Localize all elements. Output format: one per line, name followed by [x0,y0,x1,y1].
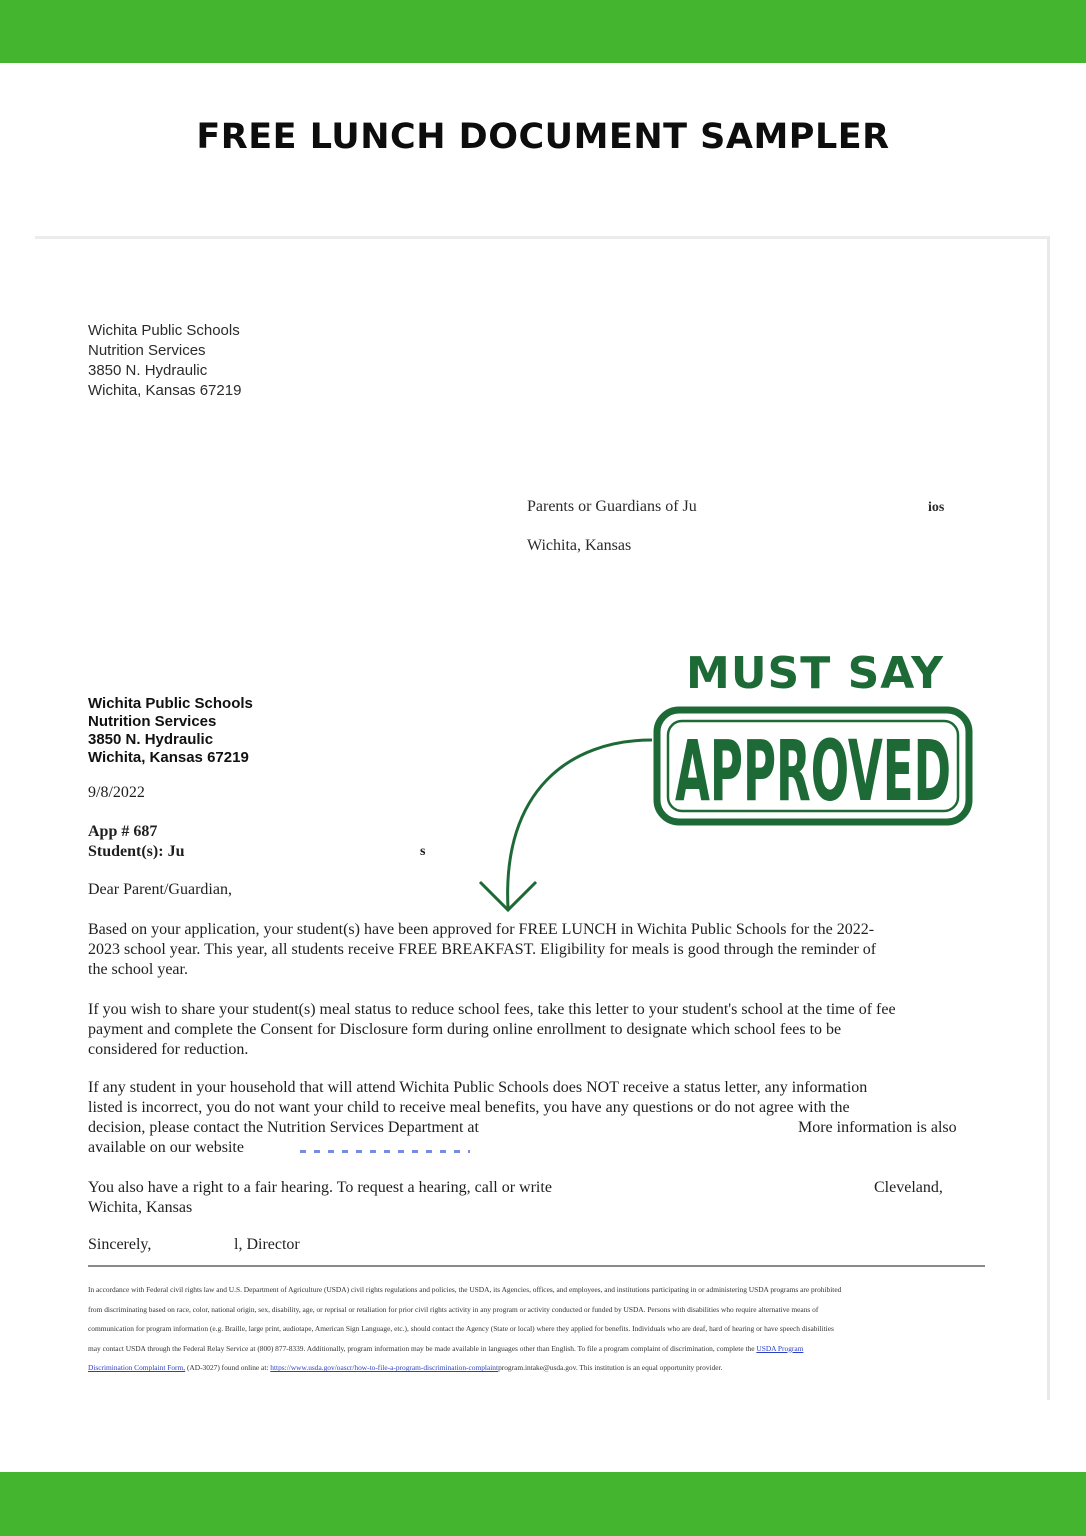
sender-line: Nutrition Services [88,342,206,359]
paragraph-line: Based on your application, your student(s) have been approved for FREE LUNCH in Wichita Public Schools for the 2022- [88,921,875,938]
letter-date: 9/8/2022 [88,784,145,801]
footer-line: In accordance with Federal civil rights law and U.S. Department of Agriculture (USDA) civil rights regulations and policies, the USDA, its Agencies, offices, and employees, and institutions participating in or administering USDA programs are prohibited [88,1285,842,1294]
usda-program-link[interactable]: USDA Program [756,1343,804,1353]
paragraph-line-right: Cleveland, [874,1179,943,1196]
footer-text: (AD-3027) found online at: [185,1363,271,1373]
salutation: Dear Parent/Guardian, [88,881,232,898]
letterhead-line: Nutrition Services [88,713,217,730]
bottom-banner [0,1472,1086,1536]
paragraph-line: If any student in your household that will attend Wichita Public Schools does NOT receive a status letter, any information [88,1079,868,1096]
footer-text: may contact USDA through the Federal Relay Service at (800) 877-8339. Additionally, program information may be made available in languages other than English. To file a program complaint of discrimination, complete the [88,1343,755,1353]
footer-line [88,1339,988,1359]
top-banner [0,0,1086,63]
approved-stamp [652,705,974,827]
paragraph-line: available on our website [88,1139,244,1156]
pointer-arrow [470,730,660,920]
paragraph-line: decision, please contact the Nutrition Services Department at [88,1119,479,1136]
page-title: FREE LUNCH DOCUMENT SAMPLER [196,117,890,157]
signature-title: l, Director [234,1236,300,1253]
letterhead-address [88,695,253,767]
recipient-city: Wichita, Kansas [527,537,632,554]
hearing-paragraph [88,1178,978,1218]
paragraph-line: Wichita, Kansas [88,1199,193,1216]
paragraph-line: listed is incorrect, you do not want your child to receive meal benefits, you have any questions or do not agree with the [88,1099,850,1116]
paragraph-line: You also have a right to a fair hearing. To request a hearing, call or write [88,1179,552,1196]
student-name-tail: s [420,844,426,859]
contact-paragraph [88,1078,978,1158]
usda-complaint-url-link[interactable]: https://www.usda.gov/oascr/how-to-file-a-program-discrimination-complaint [270,1363,499,1373]
nondiscrimination-statement [88,1280,988,1378]
footer-divider [88,1265,985,1267]
paragraph-line-right: More information is also [798,1119,957,1136]
paragraph-line: payment and complete the Consent for Disclosure form during online enrollment to designate which school fees to be [88,1021,842,1038]
paragraph-line: 2023 school year. This year, all students receive FREE BREAKFAST. Eligibility for meals is good through the reminder of [88,941,877,958]
paragraph-line: If you wish to share your student(s) meal status to reduce school fees, take this letter to your student's school at the time of fee [88,1001,896,1018]
footer-line [88,1358,988,1378]
closing [88,1236,300,1254]
letterhead-line: Wichita, Kansas 67219 [88,749,249,766]
student-name: Student(s): Ju [88,843,185,860]
footer-line: from discriminating based on race, color, national origin, sex, disability, age, or reprisal or retaliation for prior civil rights activity in any program or activity conducted or funded by USDA. Persons with disabilities who require alternative means of [88,1304,819,1314]
sender-address [88,321,241,401]
closing-word: Sincerely, [88,1236,152,1253]
paragraph-line: considered for reduction. [88,1041,249,1058]
letterhead-line: Wichita Public Schools [88,695,253,712]
footer-line: communication for program information (e.g. Braille, large print, audiotape, American Sign Language, etc.), should contact the Agency (State or local) where they applied for benefits. Individuals who are deaf, hard of hearing or have speech disabilities [88,1324,834,1334]
paragraph-line: the school year. [88,961,188,978]
intake-email: program.intake@usda.gov [498,1363,576,1373]
recipient-name: Parents or Guardians of Ju [527,498,697,515]
complaint-form-link[interactable]: Discrimination Complaint Form, [88,1363,186,1373]
must-say-label: MUST SAY [686,648,944,699]
sender-line: Wichita, Kansas 67219 [88,382,242,399]
approved-stamp-text: APPROVED [675,722,951,820]
approval-paragraph [88,920,978,980]
sender-line: Wichita Public Schools [88,322,240,339]
sender-line: 3850 N. Hydraulic [88,362,208,379]
footer-text: . This institution is an equal opportunity provider. [575,1363,723,1373]
recipient-name-tail: ios [928,500,945,515]
letterhead-line: 3850 N. Hydraulic [88,731,214,748]
fees-paragraph [88,1000,978,1060]
redacted-website-link [300,1150,470,1153]
application-number: App # 687 [88,823,158,840]
